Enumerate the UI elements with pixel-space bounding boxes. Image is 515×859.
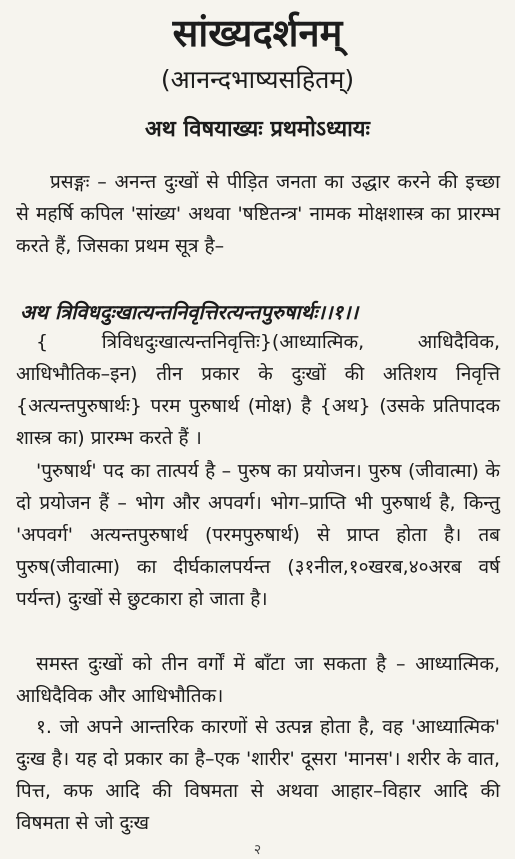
three-classes-paragraph: समस्त दुःखों को तीन वर्गों में बाँटा जा सकता है – आध्यात्मिक, आधिदैविक और आधिभौतिक। (16, 653, 500, 707)
page-number: २ (253, 842, 262, 858)
adhyatmik-paragraph: १. जो अपने आन्तरिक कारणों से उत्पन्न होता है, वह 'आध्यात्मिक' दुःख है। यह दो प्रकार का है–एक 'शारीर' दूसरा 'मानस'। शरीर के वात, पित्त, कफ आदि की विषमता से अथवा आहार–विहार आदि की विषमता से जो दुःख (16, 716, 500, 834)
purushartha-paragraph: 'पुरुषार्थ' पद का तात्पर्य है – पुरुष का प्रयोजन। पुरुष (जीवात्मा) के दो प्रयोजन हैं – भोग और अपवर्ग। भोग–प्राप्ति भी पुरुषार्थ है, किन्तु 'अपवर्ग' अत्यन्तपुरुषार्थ (परमपुरुषार्थ) से प्राप्त होता है। तब पुरुष(जीवात्मा) का दीर्घकालपर्यन्त (३१नील,१०खरब,४०अरब वर्ष पर्यन्त) दुःखों से छुटकारा हो जाता है। (16, 460, 500, 610)
chapter-heading: अथ विषयाख्यः प्रथमोऽध्यायः (144, 117, 370, 142)
book-subtitle: (आनन्दभाष्यसहितम्) (160, 65, 355, 94)
commentary-paragraph: { त्रिविधदुःखात्यन्तनिवृत्तिः}(आध्यात्मिक, आधिदैविक, आधिभौतिक–इन) तीन प्रकार के दुःखों की अतिशय निवृत्ति {अत्यन्तपुरुषार्थः} परम पुरुषार्थ (मोक्ष) है {अथ} (उसके प्रतिपादक शास्त्र का) प्रारम्भ करते हैं । (16, 331, 500, 449)
book-title: सांख्यदर्शनम् (172, 11, 343, 55)
intro-paragraph: प्रसङ्गः – अनन्त दुःखों से पीड़ित जनता का उद्धार करने की इच्छा से महर्षि कपिल 'सांख्य' अथवा 'षष्टितन्त्र' नामक मोक्षशास्त्र का प्रारम्भ करते हैं, जिसका प्रथम सूत्र है– (16, 171, 500, 257)
sutra-1: अथ त्रिविधदुःखात्यन्तनिवृत्तिरत्यन्तपुरुषार्थः।।१।। (20, 300, 359, 324)
